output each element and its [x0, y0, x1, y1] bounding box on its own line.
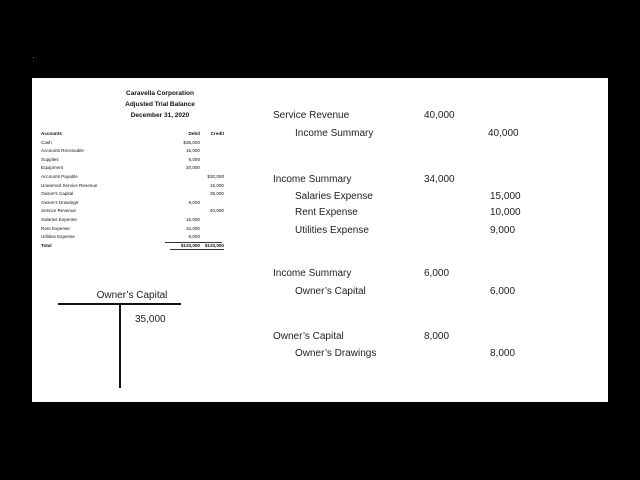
je-credit-account: Utilities Expense [295, 225, 369, 236]
je-debit-account: Service Revenue [273, 110, 350, 121]
tb-total-label: Total [41, 243, 52, 249]
table-row [41, 156, 226, 165]
tb-account: Owner's Capital [41, 191, 74, 197]
je-debit-account: Owner’s Capital [273, 331, 344, 342]
tb-credit-header: Credit [210, 131, 224, 136]
tb-credit: 15,000 [209, 182, 224, 188]
je-credit-account: Owner’s Drawings [295, 348, 377, 359]
je-credit-account: Salaries Expense [295, 191, 373, 202]
table-row [41, 173, 226, 182]
tb-debit: 8,000 [188, 156, 200, 162]
je-credit-amount: 8,000 [490, 348, 516, 359]
tb-debit: 10,000 [185, 225, 200, 231]
t-account-title: Owner’s Capital [96, 290, 168, 301]
stray-dot [33, 57, 34, 58]
tb-accounts-header: Accounts [41, 131, 62, 136]
je-credit-amount: 9,000 [490, 225, 516, 236]
je-debit-account: Income Summary [273, 174, 352, 185]
tb-credit: $30,000 [207, 174, 224, 179]
je-debit-amount: 34,000 [424, 174, 455, 185]
tb-account: Accounts Payable [41, 174, 78, 179]
tb-account: Accounts Receivable [41, 148, 84, 154]
je-credit-amount: 40,000 [488, 128, 519, 139]
je-debit-account: Income Summary [273, 268, 352, 279]
tb-credit: 35,000 [209, 191, 224, 197]
je-debit-amount: 6,000 [424, 268, 450, 279]
tb-debit: $35,000 [183, 139, 200, 145]
tb-debit: 15,000 [185, 148, 200, 154]
tb-account: Supplies [41, 156, 59, 162]
tb-company: Caravella Corporation [126, 90, 194, 97]
tb-debit: 15,000 [185, 217, 200, 222]
table-row [41, 225, 226, 234]
je-credit-amount: 15,000 [490, 191, 521, 202]
je-debit-amount: 8,000 [424, 331, 450, 342]
tb-account: Utilities Expense [41, 234, 75, 240]
je-debit-amount: 40,000 [424, 110, 455, 121]
table-row [41, 233, 226, 242]
tb-total-debit: $120,000 [170, 242, 200, 250]
tb-account: Rent Expense [41, 225, 70, 231]
table-row [41, 182, 226, 191]
tb-debit-header: Debit [188, 131, 200, 136]
t-account-credit-value: 35,000 [135, 314, 166, 325]
tb-total-row [41, 242, 226, 251]
tb-credit: 40,000 [209, 208, 224, 214]
tb-column-header [41, 130, 226, 139]
table-row [41, 139, 226, 148]
je-credit-amount: 6,000 [490, 286, 516, 297]
tb-account: Owner's Drawings [41, 199, 79, 205]
tb-total-credit: $120,000 [200, 242, 224, 250]
table-row [41, 147, 226, 156]
tb-date: December 31, 2020 [130, 112, 190, 119]
je-credit-account: Owner’s Capital [295, 286, 366, 297]
tb-account: Unearned Service Revenue [41, 182, 98, 188]
table-row [41, 216, 226, 225]
tb-account: Cash [41, 139, 52, 145]
tb-title: Adjusted Trial Balance [125, 101, 195, 108]
tb-debit: 20,000 [185, 165, 200, 171]
table-row [41, 207, 226, 216]
table-row [41, 190, 226, 199]
tb-debit: 9,000 [188, 234, 200, 240]
tb-account: Service Revenue [41, 208, 76, 214]
tb-debit: 8,000 [188, 199, 200, 205]
je-credit-account: Rent Expense [295, 207, 358, 218]
je-credit-account: Income Summary [295, 128, 374, 139]
je-credit-amount: 10,000 [490, 207, 521, 218]
t-account-vertical-line [119, 304, 121, 388]
table-row [41, 199, 226, 208]
slide [32, 78, 608, 402]
tb-account: Equipment [41, 165, 63, 171]
tb-account: Salaries Expense [41, 217, 77, 222]
table-row [41, 164, 226, 173]
